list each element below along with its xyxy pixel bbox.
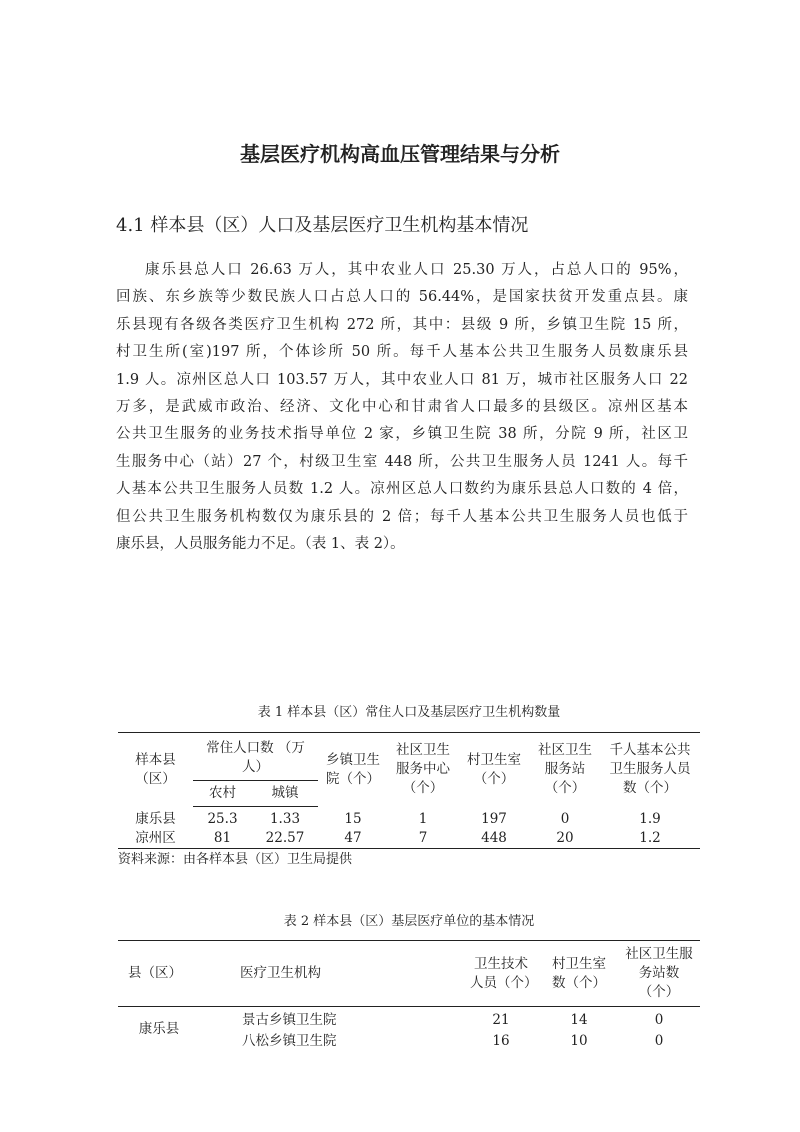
table1	[118, 732, 700, 849]
header-rural: 农村	[193, 781, 252, 807]
header-county: 样本县（区）	[135, 751, 176, 787]
cell: 448	[481, 830, 507, 846]
header-community-stations: 社区卫生服务站数（个）	[618, 941, 700, 1007]
cell: 81	[213, 830, 232, 846]
cell: 凉州区	[135, 830, 176, 846]
body-paragraph	[116, 257, 688, 558]
cell: 1.33	[269, 811, 301, 827]
table-row	[118, 829, 700, 849]
cell: 景古乡镇卫生院	[242, 1012, 337, 1028]
cell: 16	[492, 1033, 510, 1049]
paragraph-line: 康乐县总人口 26.63 万人，其中农业人口 25.30 万人，占总人口的 95%，	[145, 262, 688, 278]
cell: 1	[418, 810, 428, 827]
cell: 0	[654, 1033, 664, 1049]
table-row	[118, 1031, 700, 1052]
header-county: 县（区）	[118, 941, 200, 1007]
header-institution: 医疗卫生机构	[200, 941, 462, 1007]
table1-caption: 表 1 样本县（区）常住人口及基层医疗卫生机构数量	[257, 705, 561, 720]
paragraph-line: 万多，是武威市政治、经济、文化中心和甘肃省人口最多的县级区。凉州区基本	[116, 399, 688, 416]
header-community-station: 社区卫生服务站（个）	[538, 742, 593, 797]
paragraph-line: 但公共卫生服务机构数仅为康乐县的 2 倍；每千人基本公共卫生服务人员也低于	[116, 508, 688, 525]
cell: 10	[570, 1033, 588, 1049]
table2-caption: 表 2 样本县（区）基层医疗单位的基本情况	[283, 914, 535, 929]
paragraph-line: 公共卫生服务的业务技术指导单位 2 家，乡镇卫生院 38 所，分院 9 所，社区卫	[116, 426, 688, 443]
header-community-center: 社区卫生服务中心（个）	[396, 742, 451, 797]
cell: 0	[654, 1012, 664, 1028]
cell: 康乐县	[135, 810, 176, 827]
document-title: 基层医疗机构高血压管理结果与分析	[240, 142, 560, 166]
cell: 7	[418, 830, 428, 846]
table-row	[118, 807, 700, 830]
cell: 22.57	[265, 830, 305, 846]
paragraph-line: 1.9 人。凉州区总人口 103.57 万人，其中农业人口 81 万，城市社区服务人口 22	[116, 371, 688, 388]
paragraph-line: 人基本公共卫生服务人员数 1.2 人。凉州区总人口数约为康乐县总人口数的 4 倍，	[116, 481, 688, 498]
cell: 21	[492, 1012, 510, 1028]
paragraph-line: 生服务中心（站）27 个，村级卫生室 448 所，公共卫生服务人员 1241 人。每千	[116, 453, 688, 470]
county-cell: 康乐县	[138, 1021, 180, 1037]
header-village: 村卫生室（个）	[467, 751, 522, 787]
tables-section	[118, 704, 700, 1052]
paragraph-line: 乐县现有各级各类医疗卫生机构 272 所，其中：县级 9 所，乡镇卫生院 15 所，	[116, 316, 688, 333]
header-population: 常住人口数 （万人）	[193, 733, 318, 781]
paragraph-line: 回族、东乡族等少数民族人口占总人口的 56.44%，是国家扶贫开发重点县。康	[116, 289, 688, 306]
paragraph-line: 村卫生所(室)197 所，个体诊所 50 所。每千人基本公共卫生服务人员数康乐县	[116, 344, 688, 361]
cell: 197	[481, 810, 507, 827]
cell: 14	[570, 1012, 588, 1028]
cell: 0	[560, 810, 570, 827]
cell: 八松乡镇卫生院	[242, 1033, 337, 1049]
table1-source-note: 资料来源：由各样本县（区）卫生局提供	[118, 852, 353, 867]
cell: 47	[344, 830, 362, 846]
cell: 1.2	[639, 830, 661, 846]
table-row	[118, 1007, 700, 1032]
header-tech-staff: 卫生技术人员（个）	[462, 941, 540, 1007]
cell: 20	[556, 830, 574, 846]
cell: 1.9	[639, 810, 661, 827]
header-urban: 城镇	[252, 781, 318, 807]
header-township: 乡镇卫生院（个）	[326, 751, 381, 787]
cell: 15	[344, 810, 362, 827]
paragraph-line: 康乐县，人员服务能力不足。（表 1、表 2）。	[116, 536, 405, 553]
header-village-clinics: 村卫生室数（个）	[540, 941, 618, 1007]
section-heading: 4.1 样本县（区）人口及基层医疗卫生机构基本情况	[116, 215, 529, 236]
header-per-thousand: 千人基本公共卫生服务人员数（个）	[609, 742, 691, 797]
cell: 25.3	[207, 811, 238, 827]
table2	[118, 940, 700, 1052]
